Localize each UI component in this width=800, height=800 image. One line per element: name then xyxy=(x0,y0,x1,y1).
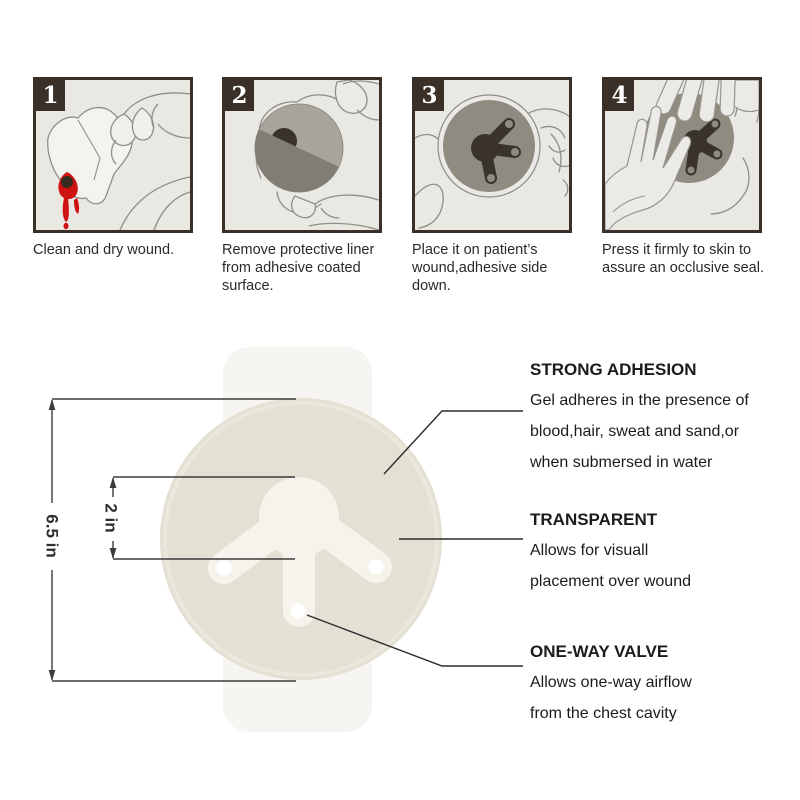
step-2-caption: Remove protective liner from adhesive coated surface. xyxy=(222,242,375,294)
step-3-illustration-frame xyxy=(412,77,572,233)
feature-strong-adhesion xyxy=(530,354,749,478)
step-1-number: 1 xyxy=(42,82,59,109)
step-1-caption: Clean and dry wound. xyxy=(33,242,175,258)
feature-one-way-valve xyxy=(530,636,692,729)
upper-hand xyxy=(335,80,379,120)
step-4-number: 4 xyxy=(611,82,628,109)
step-1-number-badge xyxy=(36,80,65,111)
step-2 xyxy=(222,77,392,295)
step-4-number-badge xyxy=(605,80,634,111)
valve-hole-right xyxy=(369,560,384,575)
feature-line: Gel adheres in the presence of xyxy=(530,392,749,409)
step-1 xyxy=(33,77,203,259)
arrow-up-icon xyxy=(49,399,56,410)
step-4-caption: Press it firmly to skin to assure an occlusive seal. xyxy=(602,242,764,276)
body-outline xyxy=(120,177,190,230)
feature-line: placement over wound xyxy=(530,573,691,590)
arrow-up-icon xyxy=(110,477,117,488)
step-2-number: 2 xyxy=(231,82,248,109)
step-2-illustration-frame xyxy=(222,77,382,233)
feature-transparent xyxy=(530,504,691,597)
valve-dome xyxy=(259,477,339,557)
lower-hand xyxy=(292,195,379,230)
step-1-illustration-frame xyxy=(33,77,193,233)
step-3-caption: Place it on patient’s wound,adhesive side down. xyxy=(412,242,548,294)
step-4-illustration-frame xyxy=(602,77,762,233)
feature-line: blood,hair, sweat and sand,or xyxy=(530,423,740,440)
step-4 xyxy=(602,77,772,277)
valve-hole-left xyxy=(217,561,232,576)
arrow-down-icon xyxy=(49,670,56,681)
feature-title: TRANSPARENT xyxy=(530,510,658,529)
feature-line: Allows one-way airflow xyxy=(530,674,692,691)
step-3-number-badge xyxy=(415,80,444,111)
chest-seal-product-diagram xyxy=(30,330,530,745)
helper-hand xyxy=(541,126,569,166)
overall-height-label: 6.5 in xyxy=(42,514,62,558)
feature-title: STRONG ADHESION xyxy=(530,360,697,379)
step-3-number: 3 xyxy=(421,82,438,109)
step-3 xyxy=(412,77,582,295)
valve-height-label: 2 in xyxy=(101,503,121,533)
feature-title: ONE-WAY VALVE xyxy=(530,642,669,661)
arrow-down-icon xyxy=(110,548,117,559)
feature-line: Allows for visuall xyxy=(530,542,649,559)
valve-hole-bottom xyxy=(291,604,306,619)
feature-line: when submersed in water xyxy=(530,454,713,471)
step-2-number-badge xyxy=(225,80,254,111)
feature-line: from the chest cavity xyxy=(530,705,677,722)
